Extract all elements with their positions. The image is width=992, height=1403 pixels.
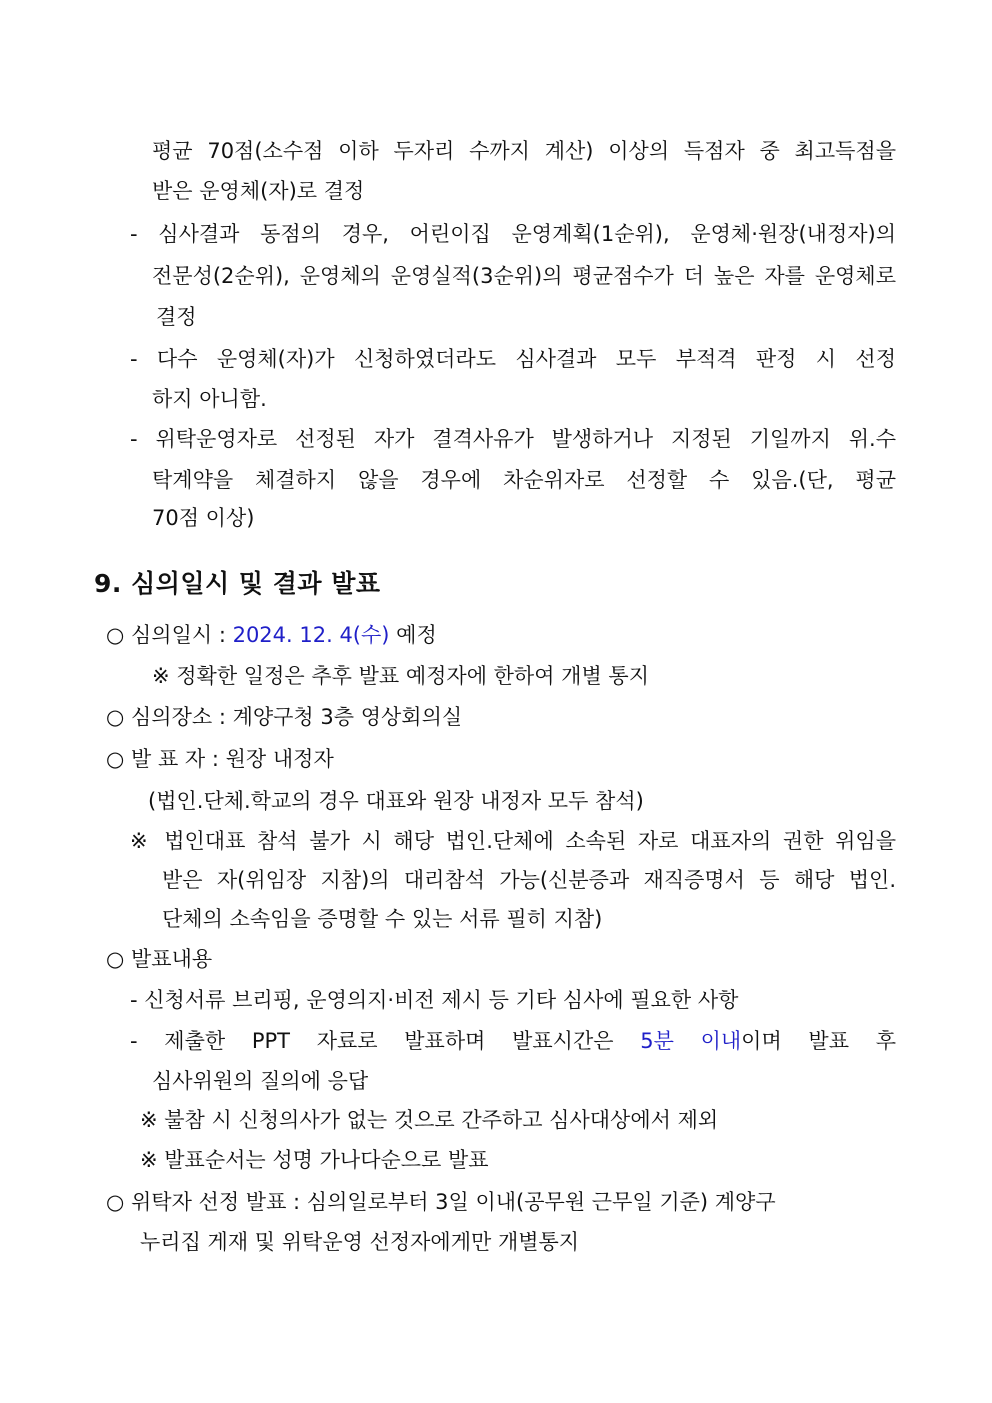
- text-line: 받은 운영체(자)로 결정: [152, 179, 365, 203]
- list-item-text: 이며 발표 후: [741, 1029, 896, 1053]
- content-title: ○ 발표내용: [106, 947, 213, 971]
- text-line: 심사위원의 질의에 응답: [152, 1069, 369, 1093]
- review-date-suffix: 예정: [389, 623, 437, 647]
- review-date-label: ○ 심의일시 :: [106, 623, 233, 647]
- list-item: [130, 1026, 896, 1056]
- list-item: - 위탁운영자로 선정된 자가 결격사유가 발생하거나 지정된 기일까지 위.수: [130, 427, 896, 451]
- announcement-line: ○ 위탁자 선정 발표 : 심의일로부터 3일 이내(공무원 근무일 기준) 계양구: [106, 1190, 776, 1214]
- review-date-note: ※ 정확한 일정은 추후 발표 예정자에 한하여 개별 통지: [152, 664, 650, 688]
- presenter-line: ○ 발 표 자 : 원장 내정자: [106, 747, 334, 771]
- list-item: - 다수 운영체(자)가 신청하였더라도 심사결과 모두 부적격 판정 시 선정: [130, 347, 896, 371]
- text-line: 평균 70점(소수점 이하 두자리 수까지 계산) 이상의 득점자 중 최고득점을: [152, 139, 896, 163]
- review-date-value: 2024. 12. 4(수): [232, 623, 390, 647]
- text-line: 결정: [156, 305, 197, 329]
- text-line: 전문성(2순위), 운영체의 운영실적(3순위)의 평균점수가 더 높은 자를 운영체로: [152, 264, 896, 288]
- list-item: - 심사결과 동점의 경우, 어린이집 운영계획(1순위), 운영체·원장(내정자)의: [130, 222, 896, 246]
- content-note: ※ 발표순서는 성명 가나다순으로 발표: [140, 1148, 489, 1172]
- text-line: 탁계약을 체결하지 않을 경우에 차순위자로 선정할 수 있음.(단, 평균: [152, 468, 896, 492]
- time-limit-highlight: 5분 이내: [640, 1029, 742, 1053]
- list-item: - 신청서류 브리핑, 운영의지·비전 제시 등 기타 심사에 필요한 사항: [130, 988, 739, 1012]
- presenter-note: 받은 자(위임장 지참)의 대리참석 가능(신분증과 재직증명서 등 해당 법인.: [162, 868, 896, 892]
- text-line: 하지 아니함.: [152, 387, 267, 411]
- presenter-note: 단체의 소속임을 증명할 수 있는 서류 필히 지참): [162, 907, 603, 931]
- text-line: 70점 이상): [152, 506, 255, 530]
- section-heading: 9. 심의일시 및 결과 발표: [94, 569, 381, 598]
- content-note: ※ 불참 시 신청의사가 없는 것으로 간주하고 심사대상에서 제외: [140, 1108, 719, 1132]
- list-item-text: - 제출한 PPT 자료로 발표하며 발표시간은: [130, 1029, 641, 1053]
- announcement-line: 누리집 게재 및 위탁운영 선정자에게만 개별통지: [140, 1230, 580, 1254]
- presenter-detail: (법인.단체.학교의 경우 대표와 원장 내정자 모두 참석): [148, 789, 644, 813]
- presenter-note: ※ 법인대표 참석 불가 시 해당 법인.단체에 소속된 자로 대표자의 권한 위임을: [130, 829, 896, 853]
- review-place-line: ○ 심의장소 : 계양구청 3층 영상회의실: [106, 705, 463, 729]
- review-date-line: [106, 620, 437, 650]
